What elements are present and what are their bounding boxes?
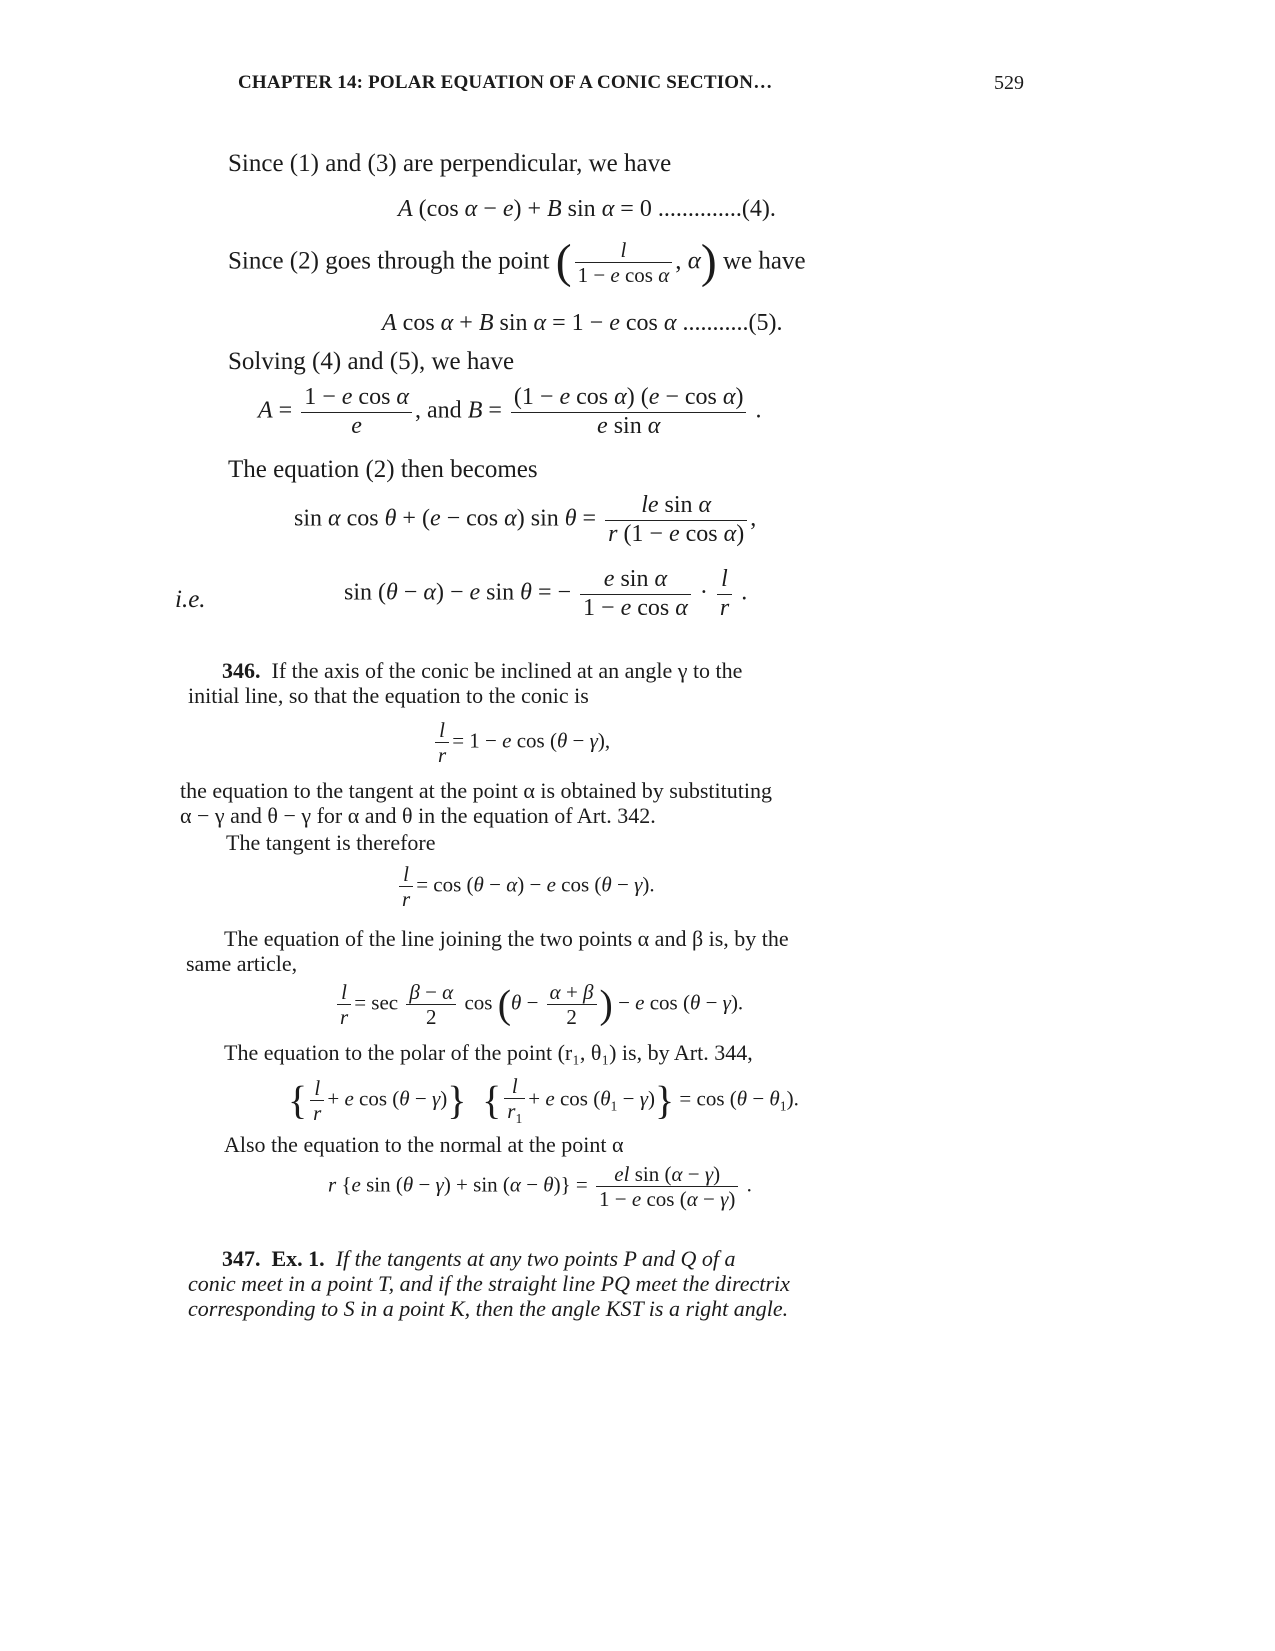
article-346-text-a: If the axis of the conic be inclined at an angle γ to the <box>271 658 743 683</box>
text-line-3: Solving (4) and (5), we have <box>228 348 515 375</box>
article-346-continued <box>180 778 910 828</box>
chord-text-b: same article, <box>186 951 298 976</box>
tangent-therefore: The tangent is therefore <box>226 830 436 855</box>
normal-text: Also the equation to the normal at the point α <box>224 1132 624 1157</box>
text-line-2-end: we have <box>722 247 806 275</box>
equation-5: A cos α + B sin α = 1 − e cos α ...........(5). <box>382 310 783 336</box>
equation-chord: $\frac{l}{r}$ = sec $\frac{\beta - \alpha}{2}$ cos (θ − $\frac{\alpha + \beta}{2}$ ) − e cos (θ − γ). <box>334 980 743 1029</box>
article-346-number: 346. <box>222 658 261 683</box>
article-347 <box>188 1246 918 1321</box>
equation-A-B: A = $\frac{\text{1 − e cos α}}{e}$ , and B = $\frac{\text{(1 − e cos α) (e − cos α)}}{\text{e sin α}}$ . <box>258 384 762 439</box>
equation-tangent-inclined: $\frac{l}{r}$ = cos (θ − α) − e cos (θ − γ). <box>396 862 655 911</box>
article-347-example: Ex. 1. <box>271 1246 325 1271</box>
polar-text: The equation to the polar of the point (r₁, θ₁) is, by Art. 344, <box>224 1040 753 1065</box>
text-line-2: Since (2) goes through the point ( $\frac{l}{\text{1 − e cos α}}$ , α) we have <box>228 235 806 288</box>
chapter-header: CHAPTER 14: POLAR EQUATION OF A CONIC SECTION… <box>238 72 773 93</box>
equation-5-label: (5). <box>748 310 783 336</box>
page-number: 529 <box>994 72 1024 94</box>
article-346 <box>188 658 908 708</box>
chord-text-a: The equation of the line joining the two points α and β is, by the <box>224 926 789 951</box>
text-line-2-start: Since (2) goes through the point <box>228 247 550 275</box>
article-347-text-b: conic meet in a point T, and if the straight line PQ meet the directrix <box>188 1271 790 1296</box>
equation-polar: { $\frac{l}{r}$ + e cos (θ − γ)} { $\frac{l}{r_1}$ + e $\cos (\theta_1 - \gamma)\} = \cos (\theta - \theta_1)$. <box>288 1074 799 1127</box>
text-line-4: The equation (2) then becomes <box>228 456 538 483</box>
article-346-text-d: α − γ and θ − γ for α and θ in the equation of Art. 342. <box>180 803 656 828</box>
equation-4: A (cos α − e) + B sin α = 0 ..............(4). <box>398 196 776 222</box>
article-346-text-b: initial line, so that the equation to the conic is <box>188 683 589 708</box>
equation-normal: r {e sin (θ − γ) + sin (α − θ)} = $\frac{\text{el sin (α − γ)}}{\text{1 − e cos (α − γ)}}$ . <box>328 1162 752 1212</box>
article-347-text-c: corresponding to S in a point K, then the angle KST is a right angle. <box>188 1296 789 1321</box>
equation-inclined-conic: $\frac{l}{r}$ = 1 − e cos (θ − γ), <box>432 718 610 767</box>
equation-4-label: (4). <box>741 196 776 222</box>
article-347-text-a: If the tangents at any two points P and Q of a <box>335 1246 736 1271</box>
equation-tangent-form: sin α cos θ + (e − cos α) sin θ = $\frac{\text{le sin α}}{\text{r (1 − e cos α)}}$ , <box>294 492 757 547</box>
equation-tangent-simplified: sin (θ − α) − e sin θ = − $\frac{\text{e sin α}}{\text{1 − e cos α}}$ · $\frac{l}{r}$ . <box>344 566 748 621</box>
article-347-number: 347. <box>222 1246 261 1271</box>
text-line-1: Since (1) and (3) are perpendicular, we have <box>228 150 672 177</box>
article-346-text-c: the equation to the tangent at the point α is obtained by substituting <box>180 778 772 803</box>
and-word: and <box>427 397 462 424</box>
chord-paragraph <box>186 926 906 976</box>
ie-label: i.e. <box>175 586 206 613</box>
